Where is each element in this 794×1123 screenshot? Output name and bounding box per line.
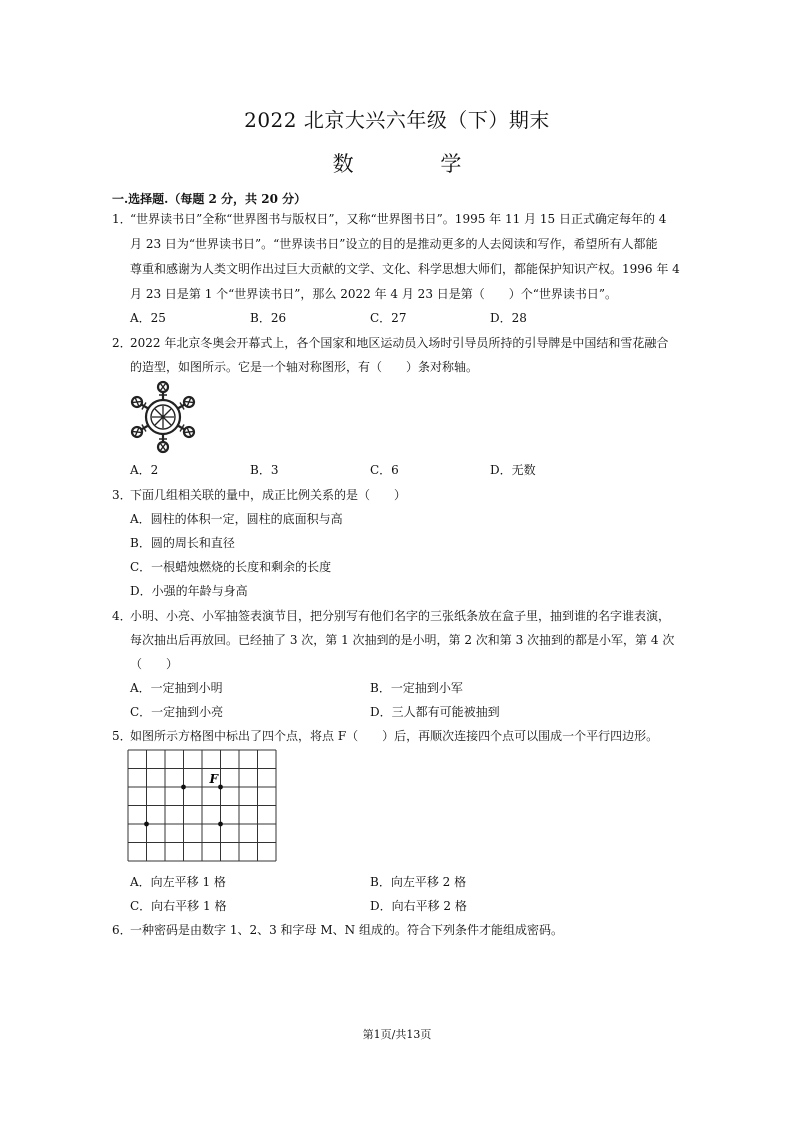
section-heading: 一.选择题.（每题 2 分，共 20 分） <box>112 192 307 206</box>
question-3-stem: 下面几组相关联的量中，成正比例关系的是（ ） <box>130 488 407 502</box>
question-2-line-2: 的造型，如图所示。它是一个轴对称图形，有（ ）条对称轴。 <box>130 360 479 374</box>
q2-option-d[interactable]: D．无数 <box>490 463 536 477</box>
q2-option-a[interactable]: A．2 <box>130 463 159 477</box>
grid-point <box>218 822 223 827</box>
point-f-label: F <box>209 772 219 786</box>
q4-option-a[interactable]: A．一定抽到小明 <box>130 681 223 695</box>
q5-option-b[interactable]: B．向左平移 2 格 <box>370 875 467 889</box>
question-5-stem: 如图所示方格图中标出了四个点，将点 F（ ）后，再顺次连接四个点可以围成一个平行四边形。 <box>130 729 659 743</box>
exam-title: 2022 北京大兴六年级（下）期末 <box>244 108 550 132</box>
q5-option-a[interactable]: A．向左平移 1 格 <box>130 875 226 889</box>
question-6-stem: 一种密码是由数字 1、2、3 和字母 M、N 组成的。符合下列条件才能组成密码。 <box>130 923 563 937</box>
question-6-number: 6． <box>112 923 132 937</box>
question-1-line-1: “世界读书日”全称“世界图书与版权日”，又称“世界图书日”。1995 年 11 月 15 日正式确定每年的 4 <box>130 212 667 226</box>
q1-option-c[interactable]: C．27 <box>370 311 407 325</box>
question-1-line-2: 月 23 日为“世界读书日”。“世界读书日”设立的目的是推动更多的人去阅读和写作，希望所有人都能 <box>130 237 658 251</box>
question-1-line-3: 尊重和感谢为人类文明作出过巨大贡献的文学、文化、科学思想大师们，都能保护知识产权。1996 年 4 <box>130 262 680 276</box>
question-5-number: 5． <box>112 729 132 743</box>
question-4-line-2: 每次抽出后再放回。已经抽了 3 次，第 1 次抽到的是小明，第 2 次和第 3 次抽到的都是小军，第 4 次 <box>130 633 675 647</box>
question-2-number: 2． <box>112 336 132 350</box>
page-footer: 第1页/共13页 <box>362 1028 432 1041</box>
subject-title: 数 学 <box>332 152 502 176</box>
question-4-number: 4． <box>112 609 132 623</box>
q1-option-a[interactable]: A．25 <box>130 311 166 325</box>
question-1-line-4: 月 23 日是第 1 个“世界读书日”，那么 2022 年 4 月 23 日是第（ ）个“世界读书日”。 <box>130 287 618 301</box>
grid-point <box>218 785 223 790</box>
q3-option-c[interactable]: C．一根蜡烛燃烧的长度和剩余的长度 <box>130 560 332 574</box>
grid-point <box>181 785 186 790</box>
q5-option-d[interactable]: D．向右平移 2 格 <box>370 899 467 913</box>
q1-option-b[interactable]: B．26 <box>250 311 287 325</box>
q4-option-d[interactable]: D．三人都有可能被抽到 <box>370 705 500 719</box>
q3-option-b[interactable]: B．圆的周长和直径 <box>130 536 235 550</box>
q1-option-d[interactable]: D．28 <box>490 311 527 325</box>
grid-point <box>144 822 149 827</box>
q3-option-d[interactable]: D．小强的年龄与身高 <box>130 584 248 598</box>
q2-option-b[interactable]: B．3 <box>250 463 279 477</box>
question-1-number: 1． <box>112 212 132 226</box>
q5-option-c[interactable]: C．向右平移 1 格 <box>130 899 227 913</box>
q2-option-c[interactable]: C．6 <box>370 463 399 477</box>
question-3-number: 3． <box>112 488 132 502</box>
square-grid-figure <box>127 749 279 865</box>
q4-option-b[interactable]: B．一定抽到小军 <box>370 681 463 695</box>
q4-option-c[interactable]: C．一定抽到小亮 <box>130 705 224 719</box>
snowflake-knot-icon <box>126 380 200 454</box>
q3-option-a[interactable]: A．圆柱的体积一定，圆柱的底面积与高 <box>130 512 343 526</box>
question-4-line-3: （ ） <box>130 657 179 671</box>
question-4-line-1: 小明、小亮、小军抽签表演节目，把分别写有他们名字的三张纸条放在盒子里，抽到谁的名字谁表演， <box>130 609 671 623</box>
question-2-line-1: 2022 年北京冬奥会开幕式上，各个国家和地区运动员入场时引导员所持的引导牌是中国结和雪花融合 <box>130 336 669 350</box>
